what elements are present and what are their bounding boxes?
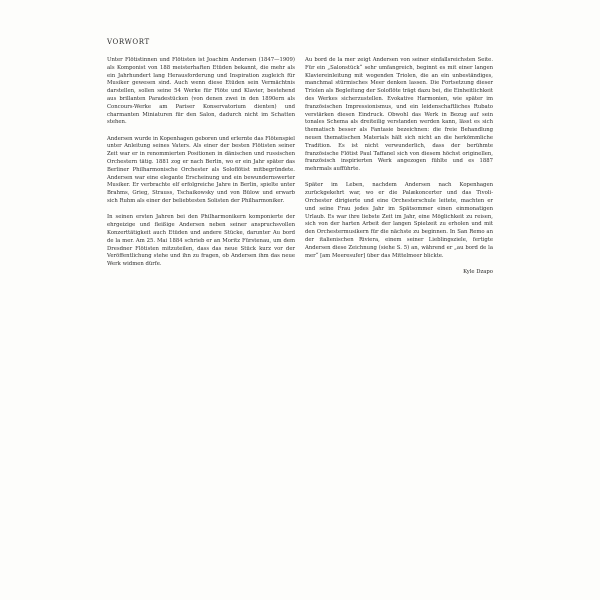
paragraph: Andersen wurde in Kopenhagen geboren und erlernte das Flötenspiel unter Anleitung seines Vaters. Als einer der besten Flötisten seiner Zeit war er in renommierten Positionen in dänischen und russischen Orchestern tätig. 1881 zog er nach Berlin, wo er ein Jahr später das Berliner Philharmonische Orchester als Soloflötist mitbegründete. Andersen war eine elegante Erscheinung und ein bewundernswerter Musiker. Er verbrachte elf erfolgreiche Jahre in Berlin, spielte unter Brahms, Grieg, Strauss, Tschaikowsky und von Bülow und erwarb sich Ruhm als einer der beliebtesten Solisten der Philharmoniker. (107, 135, 295, 205)
paragraph: Au bord de la mer zeigt Andersen von seiner einfallsreichsten Seite. Für ein „Salonstück“ sehr umfangreich, beginnt es mit einer langen Klaviereinleitung mit wogenden Triolen, die an ein unbeständiges, manchmal stürmisches Meer denken lassen. Die Fortsetzung dieser Triolen als Begleitung der Soloflöte trägt dazu bei, die Einheitlichkeit des Werkes sicherzustellen. Evokative Harmonien, wie später im französischen Impressionismus, und ein leidenschaftliches Rubato verstärken diesen Eindruck. Obwohl das Werk in Bezug auf sein tonales Schema als dreiteilig verstanden werden kann, lässt es sich thematisch besser als Fantasie bezeichnen: die freie Behandlung neuen thematischen Materials hält sich nicht an die herkömmliche Tradition. Es ist nicht verwunderlich, dass der berühmte französische Flötist Paul Taffanel sich von diesem höchst originellen, französisch inspirierten Werk angezogen fühlte und es 1887 mehrmals aufführte. (305, 57, 493, 173)
paragraph: Unter Flötistinnen und Flötisten ist Joachim Andersen (1847—1909) als Komponist von 188 meisterhaften Etüden bekannt, die mehr als ein Jahrhundert lang Herausforderung und Inspiration zugleich für Musiker gewesen sind. Auch wenn diese Etüden sein Vermächtnis darstellen, sollen seine 54 Werke für Flöte und Klavier, bestehend aus brillanten Paradestücken (von denen zwei in den 1890ern als Concours-Werke am Pariser Konservatorium dienten) und charmanten Miniaturen für den Salon, dadurch nicht im Schatten stehen. (107, 57, 295, 126)
paragraph: In seinen ersten Jahren bei den Philharmonikern komponierte der ehrgeizige und fleißige Andersen neben seiner anspruchsvollen Konzerttätigkeit auch Etüden und andere Stücke, darunter Au bord de la mer. Am 25. Mai 1884 schrieb er an Moritz Fürstenau, um dem Dresdner Flötisten mitzuteilen, dass das neue Stück kurz vor der Veröffentlichung stehe und ihn zu fragen, ob Andersen ihm das neue Werk widmen dürfe. (107, 214, 295, 268)
page-heading: VORWORT (107, 38, 150, 46)
left-column (107, 57, 295, 277)
right-column (305, 57, 493, 277)
author-signature: Kyle Dzapo (463, 268, 493, 275)
paragraph: Später im Leben, nachdem Andersen nach Kopenhagen zurückgekehrt war, wo er die Palækoncerter und das Tivoli-Orchester dirigierte und eine Orchesterschule leitete, machten er und seine Frau jedes Jahr im Spätsommer einen einmonatigen Urlaub. Es war ihre liebste Zeit im Jahr, eine Möglichkeit zu reisen, sich von der harten Arbeit der langen Spielzeit zu erholen und mit den Orchestermusikern für die nächste zu beginnen. In San Remo an der italienischen Riviera, einem seiner Lieblingsziele, fertigte Andersen diese Zeichnung (siehe S. 5) an, während er „au bord de la mer“ [am Meeresufer] über das Mittelmeer blickte. (305, 182, 493, 259)
